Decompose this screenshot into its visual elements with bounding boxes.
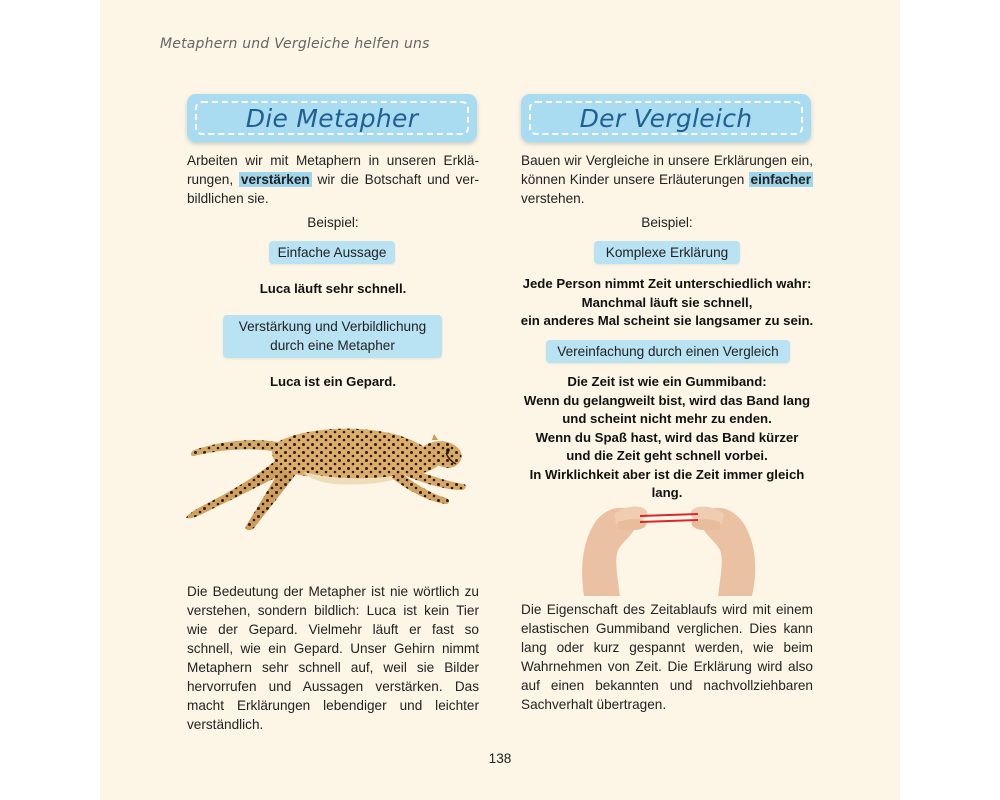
explanation-vergleich: Die Eigenschaft des Zeitablaufs wird mit einem elastischen Gummiband verglichen. Dies kann lang oder kurz gespannt werden, wie beim Wahrnehmen von Zeit. Die Erklärung wird also auf einen bekannten und nachvollziehbaren Sachverhalt übertragen.	[521, 602, 813, 712]
example-label-right: Beispiel:	[641, 215, 693, 230]
sentence-luca-schnell: Luca läuft sehr schnell.	[259, 281, 407, 296]
gummiband-line-7: lang.	[651, 485, 683, 500]
pill-verstaerkung	[223, 315, 442, 358]
gummiband-line-2: Wenn du gelangweilt bist, wird das Band lang	[523, 392, 811, 408]
running-head: Metaphern und Vergleiche helfen uns	[160, 36, 430, 52]
pill-verstaerkung-line-2: durch eine Metapher	[270, 338, 395, 353]
gummiband-line-1: Die Zeit ist wie ein Gummiband:	[567, 374, 767, 389]
rubber-band-hands-image	[574, 500, 764, 596]
page-number: 138	[488, 751, 512, 766]
highlight-einfacher: einfacher	[750, 172, 811, 187]
gummiband-line-6: In Wirklichkeit aber ist die Zeit immer gleich	[529, 466, 805, 482]
sentence-zeit-wahrnehmung	[510, 275, 824, 331]
explanation-metapher: Die Bedeutung der Metapher ist nie wörtlich zu verstehen, sondern bildlich: Luca ist kein Tier wie der Gepard. Vielmehr läuft er fast so schnell, wie ein Gepard. Unser Gehirn nimmt Metaphern sehr schnell auf, weil sie Bilder hervorrufen und Aussagen verstärken. Das macht Erklärungen lebendiger und leichter verständlich.	[187, 584, 479, 732]
sentence-zeit-line-2: Manchmal läuft sie schnell,	[581, 294, 753, 310]
title-vergleich: Der Vergleich	[529, 101, 803, 135]
pill-vereinfachung: Vereinfachung durch einen Vergleich	[546, 340, 790, 363]
pill-einfache-aussage: Einfache Aussage	[269, 241, 395, 264]
title-box-vergleich	[521, 94, 811, 142]
intro-vergleich-text: Bauen wir Vergleiche in unsere Erklärungen ein, können Kinder unsere Erläuterungen	[521, 153, 813, 187]
intro-metapher-text: Arbeiten wir mit Metaphern in unseren Erklä-rungen,	[187, 153, 479, 187]
cheetah-image	[184, 410, 468, 535]
sentence-luca-gepard: Luca ist ein Gepard.	[269, 374, 397, 389]
gummiband-line-3: und scheint nicht mehr zu enden.	[562, 411, 772, 426]
pill-komplexe-erklaerung: Komplexe Erklärung	[594, 241, 740, 264]
sentence-gummiband	[510, 373, 824, 503]
pill-verstaerkung-line-1: Verstärkung und Verbildlichung	[238, 319, 427, 334]
intro-metapher	[187, 151, 479, 208]
intro-vergleich-text-end: verstehen.	[521, 191, 585, 206]
highlight-verstaerken: verstärken	[240, 172, 310, 187]
gummiband-line-5: und die Zeit geht schnell vorbei.	[566, 448, 768, 463]
intro-metapher-text-end: wir die Botschaft und ver-bildlichen sie.	[187, 172, 479, 206]
title-box-metapher	[187, 94, 477, 142]
sentence-zeit-line-1: Jede Person nimmt Zeit unterschiedlich wahr:	[522, 276, 812, 291]
sentence-zeit-line-3: ein anderes Mal scheint sie langsamer zu sein.	[520, 313, 814, 328]
intro-vergleich	[521, 151, 813, 208]
title-metapher: Die Metapher	[195, 101, 469, 135]
example-label-left: Beispiel:	[307, 215, 359, 230]
gummiband-line-4: Wenn du Spaß hast, wird das Band kürzer	[535, 429, 799, 445]
